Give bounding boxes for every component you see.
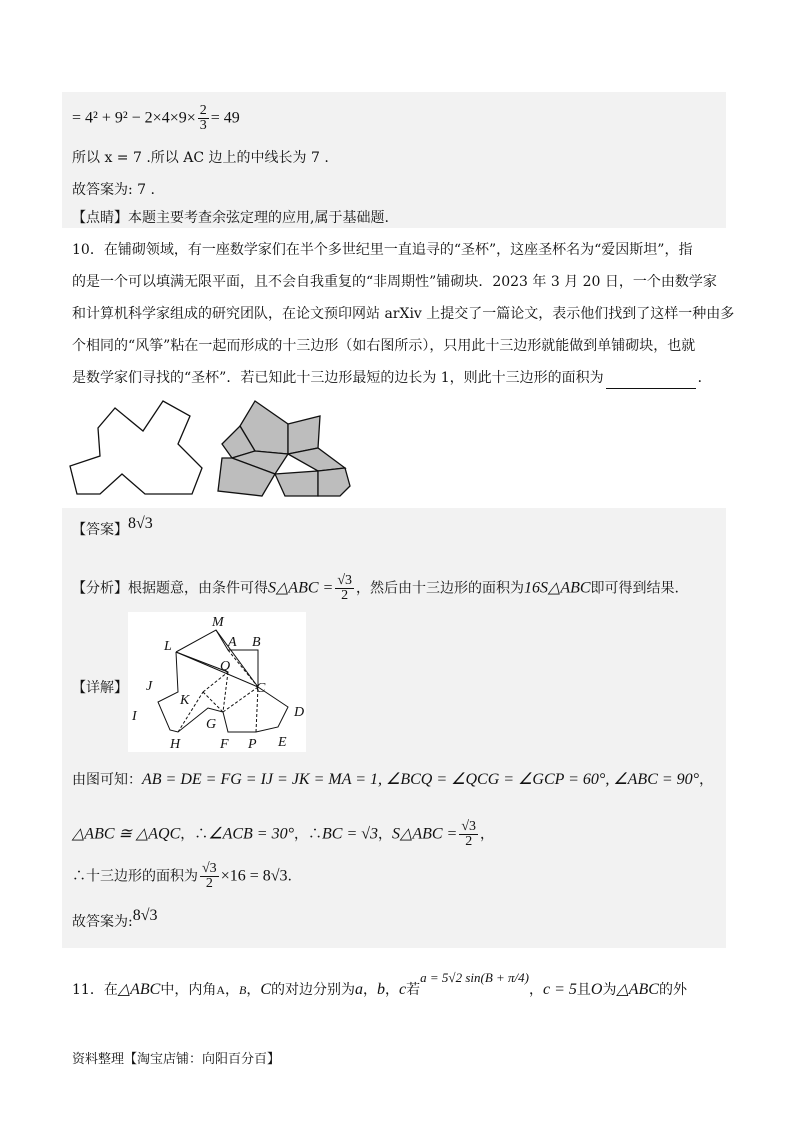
label-f: F	[220, 737, 229, 752]
solution-4-b: 8√3	[132, 907, 158, 924]
solution-2-c: ∠ACB = 30°	[208, 825, 294, 843]
outline-path	[158, 630, 288, 732]
tile-figures	[0, 396, 800, 506]
analysis-text-c: 即可得到结果.	[590, 580, 679, 597]
q11-t: O	[590, 981, 603, 998]
q11-v: △ABC	[616, 981, 659, 998]
q10-line-4: 个相同的“风筝”粘在一起而形成的十三边形（如右图所示），只用此十三边形就能做到单铺砌块，也就	[72, 338, 696, 354]
tridecagon-outline	[70, 401, 202, 494]
solution-1-end: ，	[699, 772, 714, 788]
solution-line-3	[72, 862, 292, 891]
answer-blank	[606, 368, 696, 389]
solution-2-frac-den: 2	[465, 834, 473, 849]
line-kq	[203, 672, 228, 692]
line-gc	[223, 687, 258, 712]
solution-3-frac	[200, 862, 219, 891]
solution-2-g: S△ABC =	[392, 825, 458, 843]
q11-n: c	[399, 981, 407, 998]
answer-value: 8√3	[128, 515, 153, 532]
solution-3-a: ∴十三边形的面积为	[72, 868, 198, 885]
label-i: I	[132, 709, 137, 724]
label-m: M	[212, 615, 224, 630]
label-a: A	[228, 635, 237, 650]
prev-frac-den: 3	[199, 118, 207, 133]
solution-2-frac	[459, 820, 478, 849]
q11-d: A	[216, 983, 226, 997]
q10-line-2: 的是一个可以填满无限平面，且不会自我重复的“非周期性”铺砌块．2023 年 3 月 20 日，一个由数学家	[72, 274, 717, 290]
q11-line	[72, 970, 687, 1000]
q11-e: ，	[225, 982, 240, 998]
analysis-line	[72, 574, 679, 603]
prev-line-3: 故答案为: 7 .	[72, 182, 155, 198]
label-e: E	[278, 735, 287, 750]
q11-f: B	[239, 983, 247, 997]
q10-line-3: 和计算机科学家组成的研究团队，在论文预印网站 arXiv 上提交了一篇论文，表示他们找到了这样一种由多	[72, 306, 735, 322]
solution-3-c: .	[287, 868, 292, 885]
analysis-text-b: ，然后由十三边形的面积为	[356, 580, 525, 597]
label-g: G	[206, 717, 217, 732]
line-ac	[228, 650, 258, 687]
q10-line-5	[72, 368, 712, 389]
detail-label-line	[72, 678, 128, 698]
q11-c: 中，内角	[160, 982, 217, 998]
q11-k: ，	[363, 982, 378, 998]
solution-4-a: 故答案为:	[72, 914, 133, 930]
label-c: C	[256, 681, 266, 696]
solution-2-f: ，	[378, 826, 393, 843]
solution-1-math: AB = DE = FG = IJ = JK = MA = 1, ∠BCQ = ∠QCG = ∠GCP = 60°, ∠ABC = 90°	[142, 771, 700, 788]
label-b: B	[252, 635, 261, 650]
prev-frac	[198, 104, 209, 133]
solution-line-4	[72, 907, 158, 932]
q11-s: 且	[576, 982, 591, 998]
q11-h: C	[260, 981, 272, 998]
q11-a: 11．在	[72, 982, 118, 998]
prev-line-1	[72, 104, 240, 133]
page-footer: 资料整理【淘宝店铺：向阳百分百】	[72, 1052, 281, 1067]
q10-line-5-end: ．	[697, 370, 712, 386]
prev-result: = 49	[210, 109, 240, 127]
solution-2-a: △ABC ≅ △AQC	[72, 825, 181, 843]
q11-g: ，	[246, 982, 261, 998]
solution-3-frac-den: 2	[205, 876, 213, 891]
q11-j: a	[355, 981, 364, 998]
q11-o: 若	[406, 982, 421, 998]
analysis-s-expr: S△ABC =	[268, 579, 334, 597]
label-d: D	[294, 705, 305, 720]
analysis-expr2: 16S△ABC	[524, 579, 591, 597]
prev-line-4: 【点睛】本题主要考查余弦定理的应用,属于基础题.	[72, 210, 389, 226]
solution-2-h: ，	[480, 826, 495, 843]
label-q: Q	[220, 659, 231, 674]
label-k: K	[180, 693, 190, 708]
solution-line-2	[72, 820, 494, 849]
prev-frac-num: 2	[199, 103, 207, 118]
q11-q: ，	[528, 982, 543, 998]
detail-diagram	[128, 612, 306, 752]
solution-3-frac-num: √3	[202, 861, 217, 876]
tridecagon-kites	[218, 401, 350, 496]
answer-line	[72, 515, 153, 540]
solution-2-frac-num: √3	[461, 819, 477, 834]
q10-line-5-text: 是数学家们寻找的“圣杯”．若已知此十三边形最短的边长为 1，则此十三边形的面积为	[72, 370, 604, 386]
solution-2-e: BC = √3	[322, 825, 379, 843]
q11-m: ，	[385, 982, 400, 998]
solution-2-b: ，∴	[180, 826, 209, 843]
solution-3-b: ×16 = 8√3	[220, 867, 288, 885]
label-l: L	[164, 639, 172, 654]
q11-b: △ABC	[117, 981, 161, 998]
q10-line-1: 10．在铺砌领域，有一座数学家们在半个多世纪里一直追寻的“圣杯”，这座圣杯名为“爱因斯坦”，指	[72, 242, 693, 258]
solution-2-d: ，∴	[294, 826, 322, 843]
prev-expr: = 4² + 9² − 2×4×9×	[72, 109, 196, 127]
solution-1-prefix: 由图可知：	[72, 772, 142, 788]
label-j: J	[146, 679, 153, 694]
analysis-frac-den: 2	[341, 588, 349, 603]
label-p: P	[248, 737, 257, 752]
analysis-label: 【分析】	[72, 580, 128, 597]
q11-u: 为	[602, 982, 617, 998]
analysis-text-a: 根据题意，由条件可得	[128, 580, 268, 597]
label-h: H	[170, 737, 181, 752]
answer-label: 【答案】	[72, 522, 128, 538]
analysis-frac	[335, 574, 354, 603]
q11-l: b	[377, 981, 386, 998]
q11-p: a = 5√2 sin(B + π/4)	[420, 970, 529, 985]
q11-w: 的外	[658, 982, 687, 998]
line-qg	[223, 672, 228, 712]
solution-line-1	[72, 770, 713, 790]
q11-r: c = 5	[542, 981, 577, 998]
analysis-frac-num: √3	[337, 573, 353, 588]
detail-label: 【详解】	[72, 680, 128, 696]
q11-i: 的对边分别为	[271, 982, 356, 998]
prev-line-2: 所以 x = 7 .所以 AC 边上的中线长为 7 .	[72, 150, 329, 166]
